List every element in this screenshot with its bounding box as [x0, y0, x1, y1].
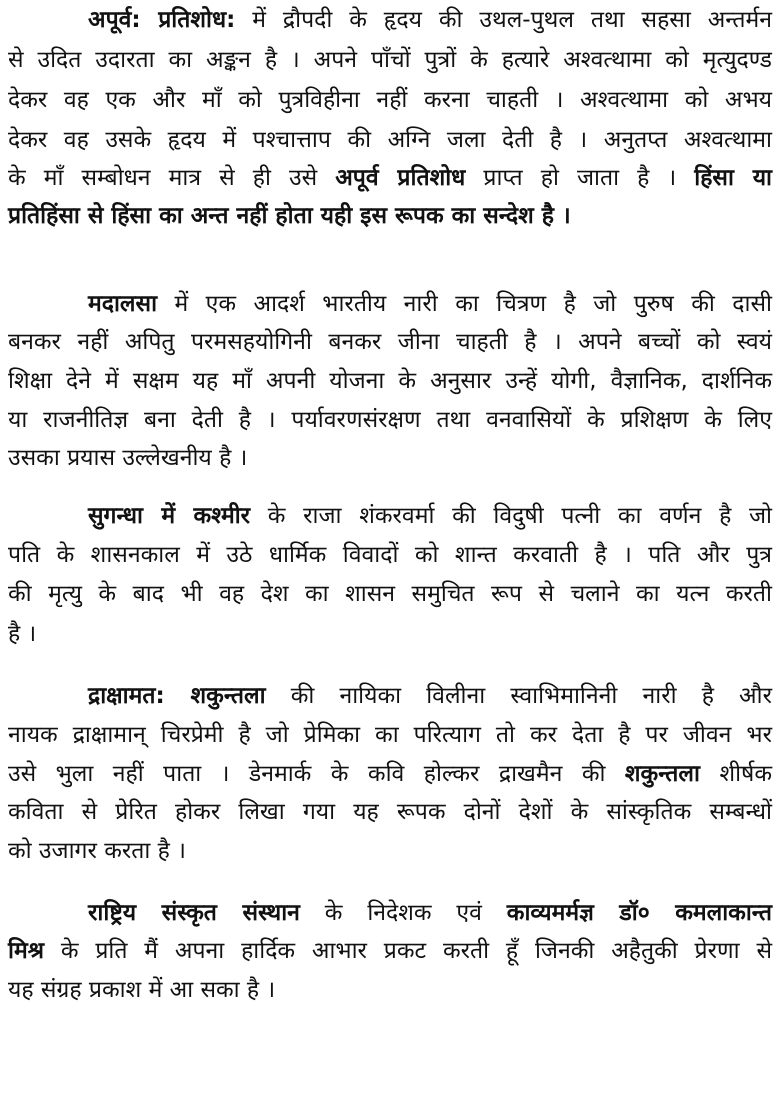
- text-line: [88, 284, 772, 324]
- text-line: [8, 754, 772, 794]
- bold-text: द्राक्षामत: शकुन्तला: [88, 683, 266, 709]
- text-line: [8, 322, 772, 362]
- text-line: [8, 158, 772, 198]
- text-line: [8, 831, 772, 871]
- text-segment: शीर्षक: [699, 761, 772, 787]
- text-segment: बनकर नहीं अपितु परमसहयोगिनी बनकर जीना चाहती है । अपने बच्चों को स्वयं: [8, 329, 772, 355]
- text-line: [8, 40, 772, 80]
- bold-text: प्रतिहिंसा से हिंसा का अन्त नहीं होता यही इस रूपक का सन्देश है ।: [8, 203, 571, 229]
- text-segment: के राजा शंकरवर्मा की विदुषी पत्नी का वर्णन है जो: [250, 503, 773, 529]
- text-segment: के प्रति मैं अपना हार्दिक आभार प्रकट करती हूँ जिनकी अहैतुकी प्रेरणा से: [44, 938, 772, 964]
- text-line: [8, 715, 772, 755]
- bold-text: हिंसा या: [694, 165, 773, 191]
- text-line: [8, 196, 772, 236]
- bold-text: मिश्र: [8, 938, 44, 964]
- text-segment: के निदेशक एवं: [299, 900, 507, 926]
- text-line: [88, 676, 772, 716]
- text-line: [8, 535, 772, 575]
- text-line: [8, 400, 772, 440]
- text-segment: को उजागर करता है ।: [8, 838, 186, 864]
- text-line: [8, 120, 772, 160]
- text-segment: कविता से प्रेरित होकर लिखा गया यह रूपक दोनों देशों के सांस्कृतिक सम्बन्धों: [8, 799, 772, 825]
- text-segment: की मृत्यु के बाद भी वह देश का शासन समुचित रूप से चलाने का यत्न करती: [8, 581, 772, 607]
- text-segment: है ।: [8, 621, 37, 647]
- bold-text: सुगन्धा में कश्मीर: [88, 503, 251, 529]
- text-segment: उसका प्रयास उल्लेखनीय है ।: [8, 445, 248, 471]
- bold-text: मदालसा: [88, 291, 158, 317]
- text-segment: प्राप्त हो जाता है ।: [465, 165, 695, 191]
- text-segment: देकर वह एक और माँ को पुत्रविहीना नहीं करना चाहती । अश्वत्थामा को अभय: [8, 87, 772, 113]
- text-segment: से उदित उदारता का अङ्कन है । अपने पाँचों पुत्रों के हत्यारे अश्वत्थामा को मृत्युदण्ड: [8, 47, 772, 73]
- text-segment: नायक द्राक्षामान् चिरप्रेमी है जो प्रेमिका का परित्याग तो कर देता है पर जीवन भर: [8, 722, 772, 748]
- text-segment: में एक आदर्श भारतीय नारी का चित्रण है जो पुरुष की दासी: [157, 291, 772, 317]
- text-segment: यह संग्रह प्रकाश में आ सका है ।: [8, 977, 276, 1003]
- bold-text: काव्यमर्मज्ञ डॉ० कमलाकान्त: [506, 900, 772, 926]
- bold-text: शकुन्तला: [624, 761, 700, 787]
- text-line: [88, 0, 772, 40]
- bold-text: राष्ट्रिय संस्कृत संस्थान: [88, 900, 300, 926]
- bold-text: अपूर्व प्रतिशोध: [335, 165, 466, 191]
- text-segment: देकर वह उसके हृदय में पश्चात्ताप की अग्नि जला देती है । अनुतप्त अश्वत्थामा: [8, 127, 772, 153]
- text-line: [88, 496, 772, 536]
- text-line: [8, 970, 772, 1010]
- bold-text: अपूर्व: प्रतिशोध:: [88, 7, 236, 33]
- text-line: [8, 574, 772, 614]
- text-segment: की नायिका विलीना स्वाभिमानिनी नारी है और: [265, 683, 772, 709]
- text-line: [8, 614, 772, 654]
- text-segment: के माँ सम्बोधन मात्र से ही उसे: [8, 165, 336, 191]
- text-segment: या राजनीतिज्ञ बना देती है । पर्यावरणसंरक्षण तथा वनवासियों के प्रशिक्षण के लिए: [8, 407, 772, 433]
- text-line: [8, 361, 772, 401]
- text-segment: पति के शासनकाल में उठे धार्मिक विवादों को शान्त करवाती है । पति और पुत्र: [8, 542, 772, 568]
- text-line: [88, 893, 772, 933]
- text-line: [8, 438, 772, 478]
- text-line: [8, 931, 772, 971]
- text-segment: उसे भुला नहीं पाता । डेनमार्क के कवि होल्कर द्राखमैन की: [8, 761, 625, 787]
- text-segment: में द्रौपदी के हृदय की उथल-पुथल तथा सहसा अन्तर्मन: [235, 7, 772, 33]
- text-line: [8, 792, 772, 832]
- text-line: [8, 80, 772, 120]
- text-segment: शिक्षा देने में सक्षम यह माँ अपनी योजना के अनुसार उन्हें योगी, वैज्ञानिक, दार्शनिक: [8, 368, 772, 394]
